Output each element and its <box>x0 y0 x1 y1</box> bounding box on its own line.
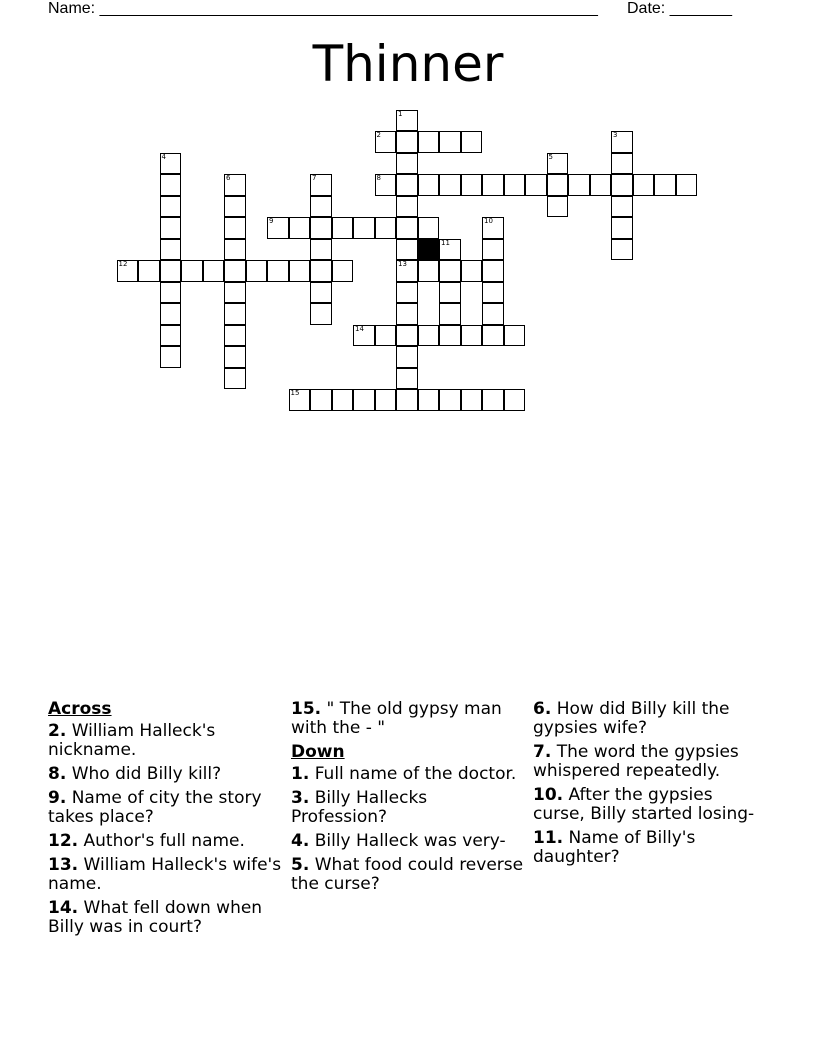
clue-text: The word the gypsies whispered repeatedly. <box>533 742 739 781</box>
clue-number-label: 10 <box>484 217 493 225</box>
grid-cell[interactable] <box>353 217 375 239</box>
grid-cell[interactable] <box>654 174 676 196</box>
clue-text: What fell down when Billy was in court? <box>48 898 263 937</box>
grid-cell[interactable] <box>439 260 461 282</box>
clue-down-7 <box>533 743 769 781</box>
grid-cell[interactable] <box>375 325 397 347</box>
grid-cell[interactable] <box>224 260 246 282</box>
grid-cell[interactable] <box>310 260 332 282</box>
clue-number-label: 1 <box>398 109 403 118</box>
clue-number-label: 13 <box>398 260 407 268</box>
clue-text: After the gypsies curse, Billy started losing- <box>533 785 755 824</box>
clue-number: 10. <box>533 785 564 805</box>
grid-cell[interactable] <box>289 217 311 239</box>
clue-number-label: 15 <box>290 389 300 397</box>
across-heading: Across <box>48 699 112 719</box>
clue-number: 11. <box>533 828 564 848</box>
clue-number: 6. <box>533 699 552 719</box>
grid-cell[interactable] <box>504 174 526 196</box>
grid-cell[interactable] <box>160 346 182 368</box>
clue-column-1 <box>48 700 284 942</box>
grid-cell[interactable] <box>396 131 418 153</box>
grid-cell[interactable] <box>547 196 569 218</box>
clue-text: Name of city the story takes place? <box>48 788 262 827</box>
grid-cell[interactable] <box>160 325 182 347</box>
grid-cell[interactable] <box>676 174 698 196</box>
grid-cell[interactable] <box>396 282 418 304</box>
grid-cell[interactable] <box>396 303 418 325</box>
grid-cell[interactable] <box>224 325 246 347</box>
grid-cell[interactable] <box>439 282 461 304</box>
clue-number-label: 3 <box>613 131 618 139</box>
grid-cell[interactable] <box>396 368 418 390</box>
grid-cell-blocked <box>418 239 440 261</box>
name-field-label: Name: ________________________________________________________ <box>48 0 598 17</box>
grid-cell[interactable] <box>160 196 182 218</box>
clue-column-3 <box>533 700 769 872</box>
grid-cell[interactable] <box>525 174 547 196</box>
grid-cell[interactable] <box>418 260 440 282</box>
grid-cell[interactable] <box>482 260 504 282</box>
grid-cell[interactable] <box>611 174 633 196</box>
grid-cell[interactable] <box>418 217 440 239</box>
grid-cell[interactable] <box>267 260 289 282</box>
clue-number-label: 5 <box>548 152 553 161</box>
grid-cell[interactable] <box>611 217 633 239</box>
grid-cell[interactable] <box>418 325 440 347</box>
grid-cell[interactable] <box>633 174 655 196</box>
grid-cell[interactable] <box>439 239 461 261</box>
clue-across-8 <box>48 765 284 784</box>
grid-cell[interactable] <box>353 325 375 347</box>
grid-cell[interactable] <box>482 282 504 304</box>
grid-cell[interactable] <box>375 217 397 239</box>
grid-cell[interactable] <box>482 217 504 239</box>
clue-text: Author's full name. <box>83 831 245 851</box>
grid-cell[interactable] <box>353 389 375 411</box>
clue-number: 12. <box>48 831 79 851</box>
grid-cell[interactable] <box>160 303 182 325</box>
grid-cell[interactable] <box>611 131 633 153</box>
clue-number: 7. <box>533 742 552 762</box>
grid-cell[interactable] <box>224 303 246 325</box>
grid-cell[interactable] <box>160 153 182 175</box>
clue-number-label: 4 <box>161 152 166 161</box>
clue-number: 13. <box>48 855 79 875</box>
clue-down-4 <box>291 832 527 851</box>
grid-cell[interactable] <box>611 153 633 175</box>
clue-down-5 <box>291 856 527 894</box>
clue-down-11 <box>533 829 769 867</box>
grid-cell[interactable] <box>482 239 504 261</box>
clue-across-9 <box>48 789 284 827</box>
grid-cell[interactable] <box>396 174 418 196</box>
grid-cell[interactable] <box>224 368 246 390</box>
grid-cell[interactable] <box>396 153 418 175</box>
clue-number: 1. <box>291 764 310 784</box>
clue-number: 2. <box>48 721 67 741</box>
clue-text: What food could reverse the curse? <box>291 855 524 894</box>
clue-number-label: 11 <box>441 238 450 247</box>
grid-cell[interactable] <box>310 239 332 261</box>
grid-cell[interactable] <box>418 389 440 411</box>
grid-cell[interactable] <box>138 260 160 282</box>
grid-cell[interactable] <box>332 260 354 282</box>
grid-cell[interactable] <box>547 153 569 175</box>
clue-text: Billy Halleck was very- <box>314 831 506 851</box>
clue-number-label: 12 <box>118 260 128 268</box>
grid-cell[interactable] <box>332 389 354 411</box>
clue-across-12 <box>48 832 284 851</box>
grid-cell[interactable] <box>181 260 203 282</box>
clue-text: William Halleck's nickname. <box>48 721 216 760</box>
grid-cell[interactable] <box>439 174 461 196</box>
grid-cell[interactable] <box>396 196 418 218</box>
grid-cell[interactable] <box>332 217 354 239</box>
grid-cell[interactable] <box>289 389 311 411</box>
grid-cell[interactable] <box>310 282 332 304</box>
grid-cell[interactable] <box>611 239 633 261</box>
clue-text: Full name of the doctor. <box>314 764 517 784</box>
clue-number-label: 8 <box>376 174 381 182</box>
grid-cell[interactable] <box>396 260 418 282</box>
grid-cell[interactable] <box>418 174 440 196</box>
crossword-grid <box>0 0 816 420</box>
down-heading: Down <box>291 742 345 762</box>
grid-cell[interactable] <box>396 346 418 368</box>
clue-text: Name of Billy's daughter? <box>533 828 696 867</box>
grid-cell[interactable] <box>224 282 246 304</box>
grid-cell[interactable] <box>267 217 289 239</box>
grid-cell[interactable] <box>461 389 483 411</box>
clue-text: How did Billy kill the gypsies wife? <box>533 699 730 738</box>
clue-across-2 <box>48 722 284 760</box>
grid-cell[interactable] <box>611 196 633 218</box>
clue-number: 5. <box>291 855 310 875</box>
grid-cell[interactable] <box>160 282 182 304</box>
clue-number: 14. <box>48 898 79 918</box>
grid-cell[interactable] <box>289 260 311 282</box>
clue-down-1 <box>291 765 527 784</box>
grid-cell[interactable] <box>160 239 182 261</box>
grid-cell[interactable] <box>224 196 246 218</box>
clue-number-label: 14 <box>355 324 364 333</box>
grid-cell[interactable] <box>461 260 483 282</box>
grid-cell[interactable] <box>224 346 246 368</box>
clue-down-6 <box>533 700 769 738</box>
grid-cell[interactable] <box>482 174 504 196</box>
clue-number: 15. <box>291 699 322 719</box>
grid-cell[interactable] <box>224 239 246 261</box>
grid-cell[interactable] <box>396 325 418 347</box>
grid-cell[interactable] <box>160 260 182 282</box>
grid-cell[interactable] <box>310 303 332 325</box>
grid-cell[interactable] <box>482 303 504 325</box>
grid-cell[interactable] <box>203 260 225 282</box>
grid-cell[interactable] <box>310 196 332 218</box>
clue-number-label: 2 <box>376 131 381 139</box>
grid-cell[interactable] <box>482 389 504 411</box>
grid-cell[interactable] <box>396 389 418 411</box>
page-title: Thinner <box>312 35 504 93</box>
grid-cell[interactable] <box>461 174 483 196</box>
clue-number-label: 9 <box>269 217 274 225</box>
grid-cell[interactable] <box>310 174 332 196</box>
grid-cell[interactable] <box>310 389 332 411</box>
grid-cell[interactable] <box>482 325 504 347</box>
clue-number: 8. <box>48 764 67 784</box>
clue-across-15 <box>291 700 527 738</box>
clue-number: 4. <box>291 831 310 851</box>
grid-cell[interactable] <box>418 131 440 153</box>
clue-number: 3. <box>291 788 310 808</box>
clue-number: 9. <box>48 788 67 808</box>
grid-cell[interactable] <box>117 260 139 282</box>
clue-text: William Halleck's wife's name. <box>48 855 282 894</box>
grid-cell[interactable] <box>439 389 461 411</box>
grid-cell[interactable] <box>160 174 182 196</box>
clue-down-3 <box>291 789 527 827</box>
clue-down-10 <box>533 786 769 824</box>
grid-cell[interactable] <box>396 217 418 239</box>
clue-number-label: 7 <box>312 174 317 182</box>
grid-cell[interactable] <box>396 239 418 261</box>
grid-cell[interactable] <box>461 325 483 347</box>
grid-cell[interactable] <box>504 389 526 411</box>
grid-cell[interactable] <box>439 131 461 153</box>
grid-cell[interactable] <box>396 110 418 132</box>
clue-text: Billy Hallecks Profession? <box>291 788 428 827</box>
grid-cell[interactable] <box>224 217 246 239</box>
grid-cell[interactable] <box>310 217 332 239</box>
clue-number-label: 6 <box>226 174 231 182</box>
grid-cell[interactable] <box>224 174 246 196</box>
grid-cell[interactable] <box>568 174 590 196</box>
grid-cell[interactable] <box>439 303 461 325</box>
grid-cell[interactable] <box>547 174 569 196</box>
grid-cell[interactable] <box>375 131 397 153</box>
grid-cell[interactable] <box>439 325 461 347</box>
clue-across-14 <box>48 899 284 937</box>
clue-across-13 <box>48 856 284 894</box>
date-field-label: Date: _______ <box>627 0 732 17</box>
grid-cell[interactable] <box>160 217 182 239</box>
grid-cell[interactable] <box>246 260 268 282</box>
clue-column-2 <box>291 700 527 899</box>
grid-cell[interactable] <box>461 131 483 153</box>
grid-cell[interactable] <box>375 389 397 411</box>
grid-cell[interactable] <box>375 174 397 196</box>
grid-cell[interactable] <box>590 174 612 196</box>
grid-cell[interactable] <box>504 325 526 347</box>
clue-text: " The old gypsy man with the - " <box>291 699 502 738</box>
clue-text: Who did Billy kill? <box>71 764 222 784</box>
